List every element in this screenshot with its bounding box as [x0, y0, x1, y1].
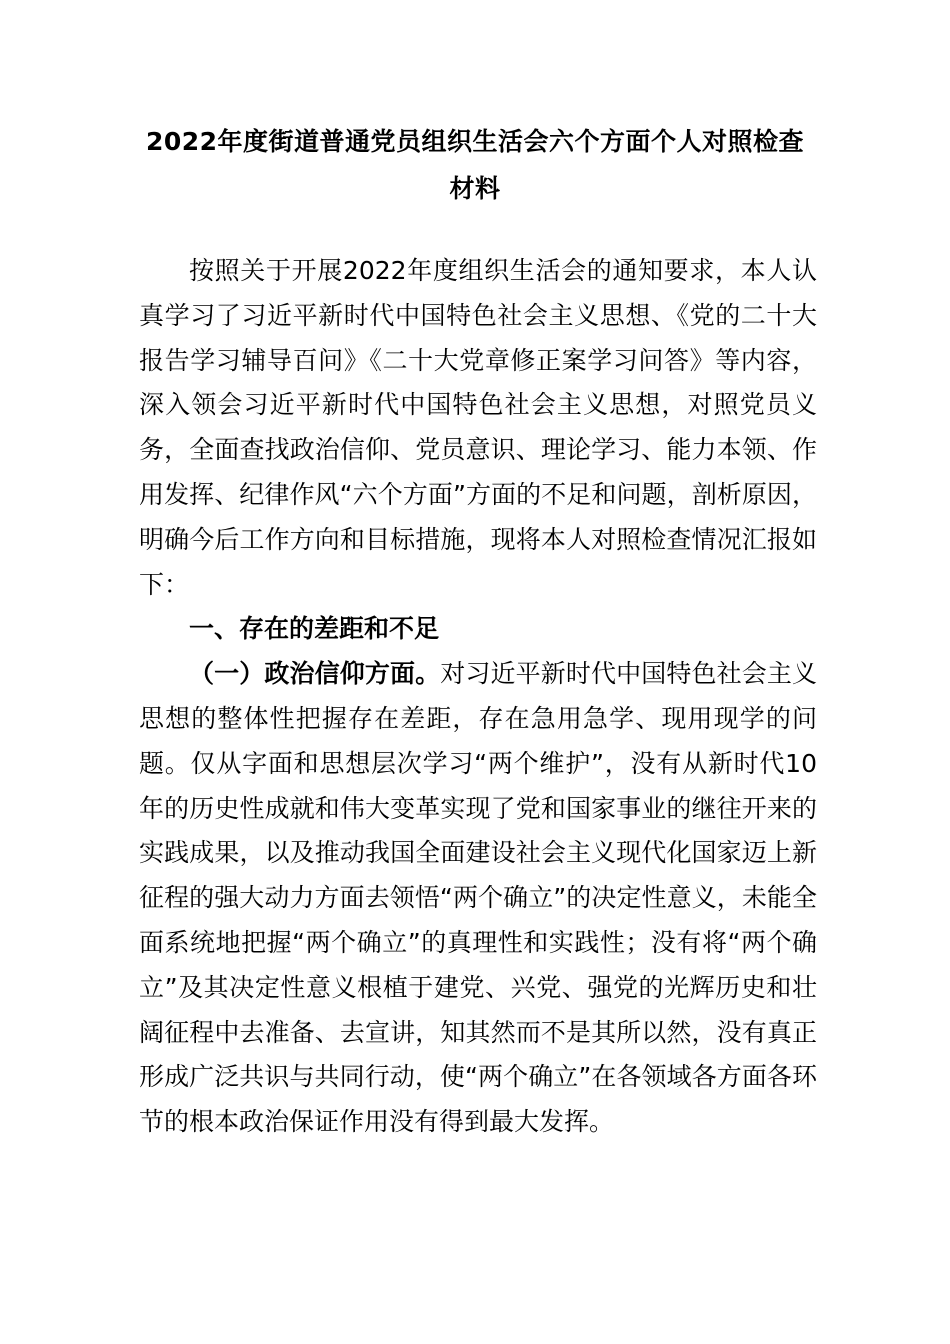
title-line-1: 2022年度街道普通党员组织生活会六个方面个人对照检查 — [145, 127, 805, 156]
section-heading-1: 一、存在的差距和不足 — [189, 614, 440, 644]
intro-paragraph: 按照关于开展2022年度组织生活会的通知要求，本人认真学习了习近平新时代中国特色社会主义思想、《党的二十大报告学习辅导百问》《二十大党章修正案学习问答》等内容，深入领会习近平新时代中国特色社会主义思想，对照党员义务，全面查找政治信仰、党员意识、理论学习、能力本领、作用发挥、纪律作风“六个方面”方面的不足和问题，剖析原因，明确今后工作方向和目标措施，现将本人对照检查情况汇报如下： — [139, 256, 817, 599]
subsection-paragraph-1 — [139, 652, 817, 1145]
document-body — [139, 249, 817, 1145]
subsection-text-1: 对习近平新时代中国特色社会主义思想的整体性把握存在差距，存在急用急学、现用现学的问题。仅从字面和思想层次学习“两个维护”，没有从新时代10年的历史性成就和伟大变革实现了党和国家事业的继往开来的实践成果，以及推动我国全面建设社会主义现代化国家迈上新征程的强大动力方面去领悟“两个确立”的决定性意义，未能全面系统地把握“两个确立”的真理性和实践性；没有将“两个确立”及其决定性意义根植于建党、兴党、强党的光辉历史和壮阔征程中去准备、去宣讲，知其然而不是其所以然，没有真正形成广泛共识与共同行动，使“两个确立”在各领域各方面各环节的根本政治保证作用没有得到最大发挥。 — [139, 659, 817, 1137]
subsection-lead-1: （一）政治信仰方面。 — [189, 659, 441, 689]
title-line-2: 材料 — [449, 174, 501, 203]
document-title — [130, 118, 820, 212]
